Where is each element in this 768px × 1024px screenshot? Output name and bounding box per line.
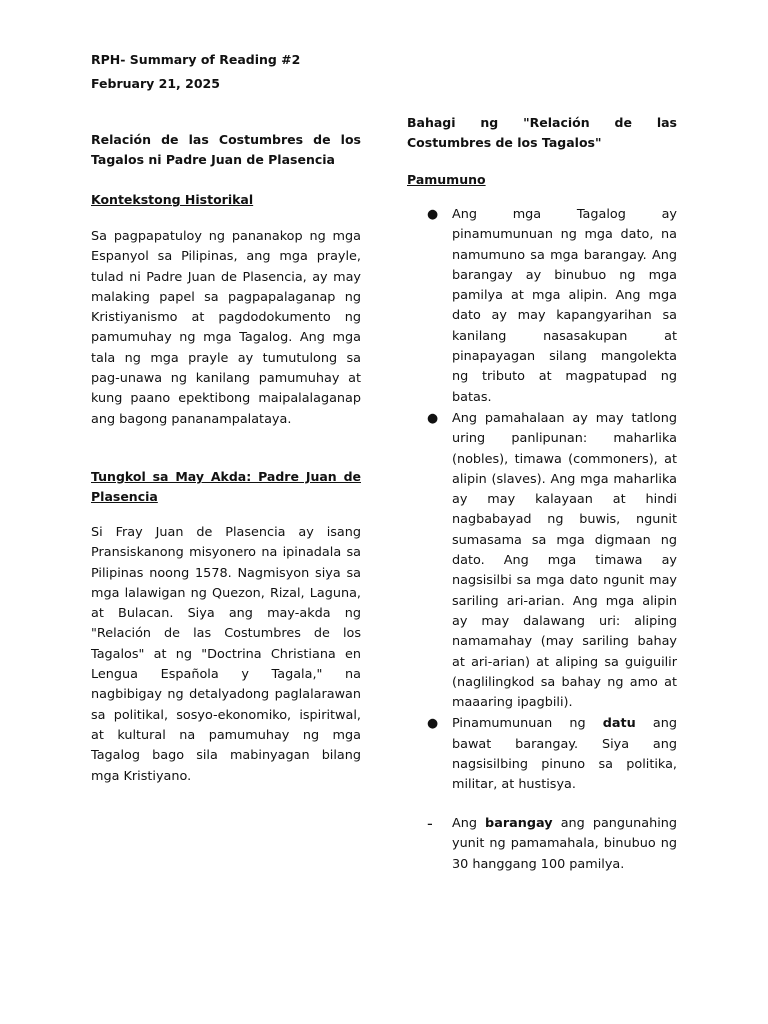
author-paragraph: Si Fray Juan de Plasencia ay isang Pransiskanong misyonero na ipinadala sa Pilipinas noong 1578. Nagmisyon siya sa mga lalawigan ng Quezon, Rizal, Laguna, at Bulacan. Siya ang may-akda ng "Relación de las Costumbres de los Tagalos" at ng "Doctrina Christiana en Lengua Española y Tagala," na nagbibigay ng detalyadong paglalarawan sa politikal, sosyo-ekonomiko, ispiritwal, at kultural na pamumuhay ng mga Tagalog bago sila mabinyagan bilang mga Kristiyano. bbox=[91, 525, 361, 784]
context-paragraph: Sa pagpapatuloy ng pananakop ng mga Espanyol sa Pilipinas, ang mga prayle, tulad ni Padre Juan de Plasencia, ay may malaking papel sa pagpapalaganap ng Kristiyanismo at pagdodokumento ng pamumuhay ng mga Tagalog. Ang mga tala ng mga prayle ay tumutulong sa pag-unawa ng kanilang pamumuhay at kung paano epektibong maipalalaganap ang bagong pananampalataya. bbox=[91, 229, 361, 427]
bullet-text bbox=[452, 716, 677, 792]
document-date: February 21, 2025 bbox=[91, 76, 220, 91]
dash-text-end: ang pangunahing yunit ng pamamahala, binubuo ng 30 hanggang 100 pamilya. bbox=[452, 816, 677, 872]
bullet-text: Ang mga Tagalog ay pinamumunuan ng mga dato, na namumuno sa mga barangay. Ang barangay ay binubuo ng mga pamilya at mga alipin. Ang mga dato ay may kapangyarihan sa kanilang nasasakupan at pinapayagan silang mangolekta ng tributo at magpatupad ng batas. bbox=[452, 207, 677, 405]
dash-list-item bbox=[407, 814, 677, 875]
bullet-text: Ang pamahalaan ay may tatlong uring panlipunan: maharlika (nobles), timawa (commoners), at alipin (slaves). Ang mga maharlika ay may kalayaan at hindi nagbabayad ng buwis, ngunit sumasama sa mga digmaan ng dato. Ang mga timawa ay nagsisilbi sa mga dato ngunit may sariling ari-arian. Ang mga alipin ay may dalawang uri: aliping namamahay (may sariling bahay at ari-arian) at aliping sa guiguilir (naglilingkod sa bahay ng amo at maaaring ipagbili). bbox=[452, 410, 677, 711]
barangay-term: barangay bbox=[485, 816, 553, 831]
dash-text-start: Ang bbox=[452, 816, 486, 831]
reading-title: Relación de las Costumbres de los Tagalos ni Padre Juan de Plasencia bbox=[91, 132, 361, 167]
bullet-icon: ● bbox=[427, 716, 439, 732]
bullet-icon: ● bbox=[427, 207, 439, 222]
dash-text bbox=[407, 814, 677, 875]
dash-icon: - bbox=[427, 814, 433, 833]
bullet-icon: ● bbox=[427, 410, 439, 426]
document-header bbox=[91, 48, 391, 96]
course-title: RPH- Summary of Reading #2 bbox=[91, 52, 301, 67]
list-item bbox=[407, 205, 677, 408]
excerpt-title: Bahagi ng "Relación de las Costumbres de los Tagalos" bbox=[407, 115, 677, 150]
author-heading: Tungkol sa May Akda: Padre Juan de Plasencia bbox=[91, 469, 361, 504]
context-heading: Kontekstong Historikal bbox=[91, 192, 254, 207]
list-item bbox=[407, 409, 677, 713]
list-item bbox=[407, 714, 677, 795]
bullet-text-end: ang bawat barangay. Siya ang nagsisilbing pinuno sa politika, militar, at hustisya. bbox=[452, 716, 677, 793]
datu-term: datu bbox=[602, 716, 636, 732]
bullet-text-start: Pinamumunuan ng bbox=[452, 716, 603, 732]
leadership-heading: Pamumuno bbox=[407, 172, 486, 187]
leadership-bullet-list bbox=[407, 205, 677, 797]
